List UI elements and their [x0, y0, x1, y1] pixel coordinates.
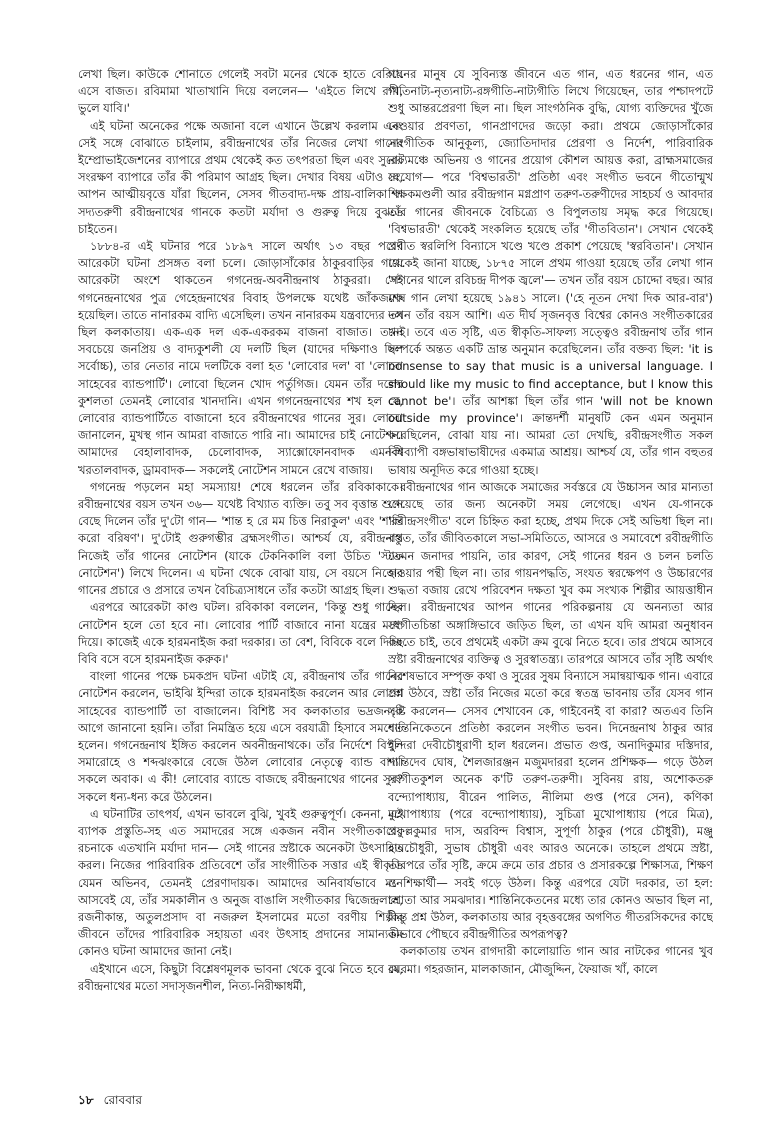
- paragraph: এ ঘটনাটির তাৎপর্য, এখন ভাবলে বুঝি, খুবই গুরুত্বপূর্ণ। কেননা, এই ব্যাপক প্রস্তুতি-সহ এত সমাদরের সঙ্গে একজন নবীন সংগীতকারের রচনাকে এতখানি মর্যাদা দান— সেই গানের স্রষ্টাকে অনেকটা উৎসাহিত করল। নিজের পারিবারিক প্রতিবেশে তাঁর সাংগীতিক সত্তার এই স্বীকৃতি যেমন অভিনব, তেমনই প্রেরণাদায়ক। আমাদের অনিবার্যভাবে মনে আসবেই যে, তাঁর সমকালীন ও অনুজ বাঙালি সংগীতকার দ্বিজেন্দ্রলাল, রজনীকান্ত, অতুলপ্রসাদ বা নজরুল ইসলামের মতো বরণীয় শিল্পীর জীবনে তাঁদের পারিবারিক সহায়তা এবং উৎসাহ প্রদানের সামান্যতম কোনও ঘটনা আমাদের জানা নেই।: [78, 806, 403, 959]
- paragraph: গানের মানুষ যে সুবিন্যস্ত জীবনে এত গান, এত ধরনের গান, এত গীতিনাট্য-নৃত্যনাট্য-রঙ্গগীতি-নাট্যগীতি লিখে গিয়েছেন, তার পশ্চাদপটে শুধু আন্তরপ্রেরণা ছিল না। ছিল সাংগঠনিক বুদ্ধি, যোগ্য ব্যক্তিদের খুঁজে নেওয়ার প্রবণতা, গানপ্রাণদের জড়ো করা। প্রথমে জোড়াসাঁকোর সাংগীতিক আনুকূল্য, জ্যোতিদাদার প্রেরণা ও নির্দেশ, পারিবারিক নাট্যমঞ্চে অভিনয় ও গানের প্রয়োগ কৌশল আয়ত্ত করা, ব্রাহ্মসমাজের সংযোগ— পরে 'বিশ্বভারতী' প্রতিষ্ঠা এবং সংগীত ভবনে গীতোন্মুখ শিক্ষকমণ্ডলী আর রবীন্দ্রগান মগ্নপ্রাণ তরুণ-তরুণীদের সাহচর্য ও আবদার তাঁর গানের জীবনকে বৈচিত্র্যে ও বিপুলতায় সমৃদ্ধ করে গিয়েছে। 'বিশ্বভারতী' থেকেই সংকলিত হয়েছে তাঁর 'গীতবিতান'। সেখান থেকেই প্রণীত স্বরলিপি বিন্যাসে খণ্ডে খণ্ডে প্রকাশ পেয়েছে 'স্বরবিতান'। সেখান থেকেই জানা যাচ্ছে, ১৮৭৫ সালে প্রথম গাওয়া হয়েছে তাঁর লেখা গান 'গগনের থালে রবিচন্দ্র দীপক জ্বলে'— তখন তাঁর বয়স চোদ্দো বছর। আর শেষ গান লেখা হয়েছে ১৯৪১ সালে। ('হে নূতন দেখা দিক আর-বার') তখন তাঁর বয়স আশি। এত দীর্ঘ সৃজনবৃত্ত বিশ্বের কোনও সংগীতকারের নেই। তবে এত সৃষ্টি, এত স্বীকৃতি-সাফল্য সত্ত্বেও রবীন্দ্রনাথ তাঁর গান সম্পর্কে অন্তত একটি ভ্রান্ত অনুমান করেছিলেন। তাঁর বক্তব্য ছিল: 'it is nonsense to say that music is a universal language. I should like my music to find acceptance, but I know this cannot be'। তাঁর আশঙ্কা ছিল তাঁর গান 'will not be known outside my province'। ক্রান্তদর্শী মানুষটি কেন এমন অনুমান করেছিলেন, বোঝা যায় না। আমরা তো দেখছি, রবীন্দ্রসংগীত সকল বিশ্বব্যাপী বঙ্গভাষাভাষীদের একমাত্র আশ্রয়। আশ্চর্য যে, তাঁর গান বহুতর ভাষায় অনূদিত করে গাওয়া হচ্ছে।: [388, 67, 713, 477]
- paragraph: এরপরে আরেকটা কাণ্ড ঘটল। রবিকাকা বললেন, 'কিন্তু শুধু গানের নোটেশন হলে তো হবে না। লোবোর পার্টি বাজাবে নানা যন্ত্রের মধ্যে দিয়ে। কাজেই একে হারমনাইজ করা দরকার। তা বেশ, বিবিকে বলে দিচ্ছি বিবি বসে বসে হারমনাইজ করুক।': [78, 600, 403, 666]
- paragraph: ১৮৮৪-র এই ঘটনার পরে ১৮৯৭ সালে অর্থাৎ ১৩ বছর পরের আরেকটা ঘটনা প্রসঙ্গত বলা চলে। জোড়াসাঁকোর ঠাকুরবাড়ির গায়ে আরেকটা অংশে থাকতেন গগনেন্দ্র-অবনীন্দ্রনাথ ঠাকুররা। সেই গগনেন্দ্রনাথের পুত্র গেহেন্দ্রনাথের বিবাহ উপলক্ষে যথেষ্ট জাঁকজমক হয়েছিল। তাতে নানারকম বাদ্যি এসেছিল। তখন নানারকম যন্ত্রবাদ্যের দল ছিল কলকাতায়। এক-এক দল এক-একরকম বাজনা বাজাত। তখন সবচেয়ে জনপ্রিয় ও বাদ্যকুশলী যে দলটি ছিল (যাদের দক্ষিণাও ছিল সর্বোচ্চ), তার নেতার নামে দলটিকে বলা হত 'লোবোর দল' বা 'লোবো সাহেবের ব্যান্ডপার্টি'। লোবো ছিলেন খোদ পর্তুগিজ। যেমন তাঁর দলের কুশলতা তেমনই লোবোর খানদানি। এখন গগনেন্দ্রনাথের শখ হল যে, লোবোর ব্যান্ডপার্টিতে বাজানো হবে রবীন্দ্রনাথের গানের সুর। লোবো জানালেন, মুখস্থ গান আমরা বাজাতে পারি না। আমাদের চাই নোটেশন। আমাদের বেহালাবাদক, চেলোবাদক, স্যাক্সোফোনবাদক এমনকী খরতালবাদক, ড্রামবাদক— সকলেই নোটেশন সামনে রেখে বাজায়।: [78, 239, 403, 477]
- right-column: [388, 66, 713, 1078]
- page-footer: [78, 1092, 142, 1112]
- paragraph: এইখানে এসে, কিছুটা বিশ্লেষণমূলক ভাবনা থেকে বুঝে নিতে হবে যে, রবীন্দ্রনাথের মতো সদাসৃজনশীল, নিত্য-নিরীক্ষাধর্মী,: [78, 961, 403, 993]
- paragraph: রবীন্দ্রনাথের গান আজকে সমাজের সর্বস্তরে যে উচ্চাসন আর মান্যতা পেয়েছে তার জন্য অনেকটা সময় লেগেছে। এখন যে-গানকে 'রবীন্দ্রসংগীত' বলে চিহ্নিত করা হচ্ছে, প্রথম দিকে সেই অভিধা ছিল না। বস্তুত, তাঁর জীবিতকালে সভা-সমিতিতে, আসরে ও সমাবেশে রবীন্দ্রগীতি তেমন জনাদর পায়নি, তার কারণ, সেই গানের ধরন ও চলন চলতি হাওয়ার পন্থী ছিল না। তার গায়নপদ্ধতি, সংযত স্বরক্ষেপণ ও উচ্চারণের শুদ্ধতা বজায় রেখে পরিবেশন দক্ষতা খুব কম সংখ্যক শিল্পীর আয়ত্তাধীন ছিল। রবীন্দ্রনাথের আপন গানের পরিকল্পনায় যে অনন্যতা আর সংগীতচিন্তা অঙ্গাঙ্গিভাবে জড়িত ছিল, তা এখন যদি আমরা অনুধাবন করতে চাই, তবে প্রথমেই একটা ক্রম বুঝে নিতে হবে। তার প্রথমে আসবে স্রষ্টা রবীন্দ্রনাথের ব্যক্তিত্ব ও সুরস্বাতন্ত্র্য। তারপরে আসবে তাঁর সৃষ্টি অর্থাৎ বিশেষভাবে সম্পৃক্ত কথা ও সুরের সুষম বিন্যাসে সমান্বয়াত্মক গান। এবারে প্রশ্ন উঠবে, স্রষ্টা তাঁর নিজের মতো করে স্বতন্ত্র ভাবনায় তাঁর যেসব গান সৃষ্টি করলেন— সেসব শেখাবেন কে, গাইবেনই বা কারা? অতএব তিনি শান্তিনিকেতনে প্রতিষ্ঠা করলেন সংগীত ভবন। দিনেন্দ্রনাথ ঠাকুর আর ইন্দিরা দেবীচৌধুরাণী হাল ধরলেন। প্রভাত গুপ্ত, অনাদিকুমার দস্তিদার, শান্তিদেব ঘোষ, শৈলজারঞ্জন মজুমদাররা হলেন প্রশিক্ষক— গড়ে উঠল সংগীতকুশল অনেক ক'টি তরুণ-তরুণী। সুবিনয় রায়, অশোকতরু বন্দ্যোপাধ্যায়, বীরেন পালিত, নীলিমা গুপ্ত (পরে সেন), কণিকা মুখোপাধ্যায় (পরে বন্দ্যোপাধ্যায়), সুচিত্রা মুখোপাধ্যায় (পরে মিত্র), প্রফুল্লকুমার দাস, অরবিন্দ বিশ্বাস, সুপূর্ণা ঠাকুর (পরে চৌধুরী), মঞ্জু রায়চৌধুরী, সুভাষ চৌধুরী এবং আরও অনেকে। তাহলে প্রথমে স্রষ্টা, তারপরে তাঁর সৃষ্টি, ক্রমে ক্রমে তার প্রচার ও প্রসারকল্পে শিক্ষাসত্র, শিক্ষণ ও শিক্ষার্থী— সবই গড়ে উঠল। কিন্তু এরপরে যেটা দরকার, তা হল: শ্রোতা আর সমঝদার। শান্তিনিকেতনের মধ্যে তার কোনও অভাব ছিল না, কিন্তু প্রশ্ন উঠল, কলকাতায় আর বৃহত্তবঙ্গের অগণিত গীতরসিকদের কাছে কীভাবে পৌছবে রবীন্দ্রগীতির অপরূপত্ব?: [388, 479, 713, 942]
- paragraph: লেখা ছিল। কাউকে শোনাতে গেলেই সবটা মনের থেকে হাতে বেরিয়ে এসে বাজত। রবিমামা খাতাখানি দিয়ে বললেন— 'এইতে লিখে রাখ, ভুলে যাবি।': [78, 67, 403, 116]
- magazine-name: রোববার: [103, 1093, 142, 1107]
- paragraph: এই ঘটনা অনেকের পক্ষে অজানা বলে এখানে উল্লেখ করলাম এবং সেই সঙ্গে বোঝাতে চাইলাম, রবীন্দ্রনাথের তাঁর নিজের লেখা গানের ইম্প্রোভাইজেশনের ব্যাপারে প্রথম থেকেই কত তৎপরতা ছিল এবং সুরের সংরক্ষণ ব্যাপারে তাঁর কী পরিমাণ আগ্রহ ছিল। দেখার বিষয় এটাও যে, আপন আত্মীয়বৃত্তে যাঁরা ছিলেন, সেসব গীতবাদ্য-দক্ষ প্রায়-বালিকা বা সদ্যতরুণী রবীন্দ্রনাথের গানকে কতটা মর্যাদা ও গুরুত্ব দিয়ে বুঝতে চাইতেন।: [78, 118, 403, 236]
- paragraph: গগনেন্দ্র পড়লেন মহা সমস্যায়! শেষে ধরলেন তাঁর রবিকাকাকে। রবীন্দ্রনাথের বয়স তখন ৩৬— যথেষ্ট বিখ্যাত ব্যক্তি। তবু সব বৃত্তান্ত শুনে বেছে দিলেন তাঁর দু'টো গান— 'শান্ত হ রে মম চিত্ত নিরাকুল' এবং 'শান্তি করো বরিষণ'। দু'টোই গুরুগম্ভীর ব্রহ্মসংগীত। আশ্চর্য যে, রবীন্দ্রনাথ নিজেই তাঁর গানের নোটেশন (যাকে টেকনিকালি বলা উচিত 'স্টাফ নোটেশন') লিখে দিলেন। এ ঘটনা থেকে বোঝা যায়, সে বয়সে নিজের গানের প্রচারে ও প্রসারে তখন বৈচিত্র্যসাধনে তাঁর কতটা আগ্রহ ছিল।: [78, 479, 403, 598]
- page-number: ১৮: [78, 1093, 94, 1107]
- paragraph: বাংলা গানের পক্ষে চমকপ্রদ ঘটনা এটাই যে, রবীন্দ্রনাথ তাঁর গানের নোটেশন করলেন, ভাইঝি ইন্দিরা তাকে হারমনাইজ করলেন আর লোবো সাহেবের ব্যান্ডপার্টি তা বাজালেন। বিশিষ্ট সব কলকাতার ভদ্রজনকে আগে জানানো হয়নি। তাঁরা নিমন্ত্রিত হয়ে এসে বরযাত্রী হিসাবে সমবেত হলেন। গগনেন্দ্রনাথ ইঙ্গিত করলেন অবনীন্দ্রনাথকে। তাঁর নির্দেশে বিপুল সমারোহে ও শব্দঝংকারে বেজে উঠল লোবোর নেতৃত্বে ব্যান্ড বাদ্য। সকলে অবাক। এ কী! লোবোর ব্যান্ডে বাজছে রবীন্দ্রনাথের গানের সুর? সকলে ধন্য-ধন্য করে উঠলেন।: [78, 669, 403, 804]
- left-column: [78, 66, 403, 1078]
- paragraph: কলকাতায় তখন রাগদারী কালোয়াতি গান আর নাটকের গানের খুব রমরমা। গহরজান, মালকাজান, মৌজুদ্দিন, ফৈয়াজ খাঁ, কালে: [388, 944, 713, 976]
